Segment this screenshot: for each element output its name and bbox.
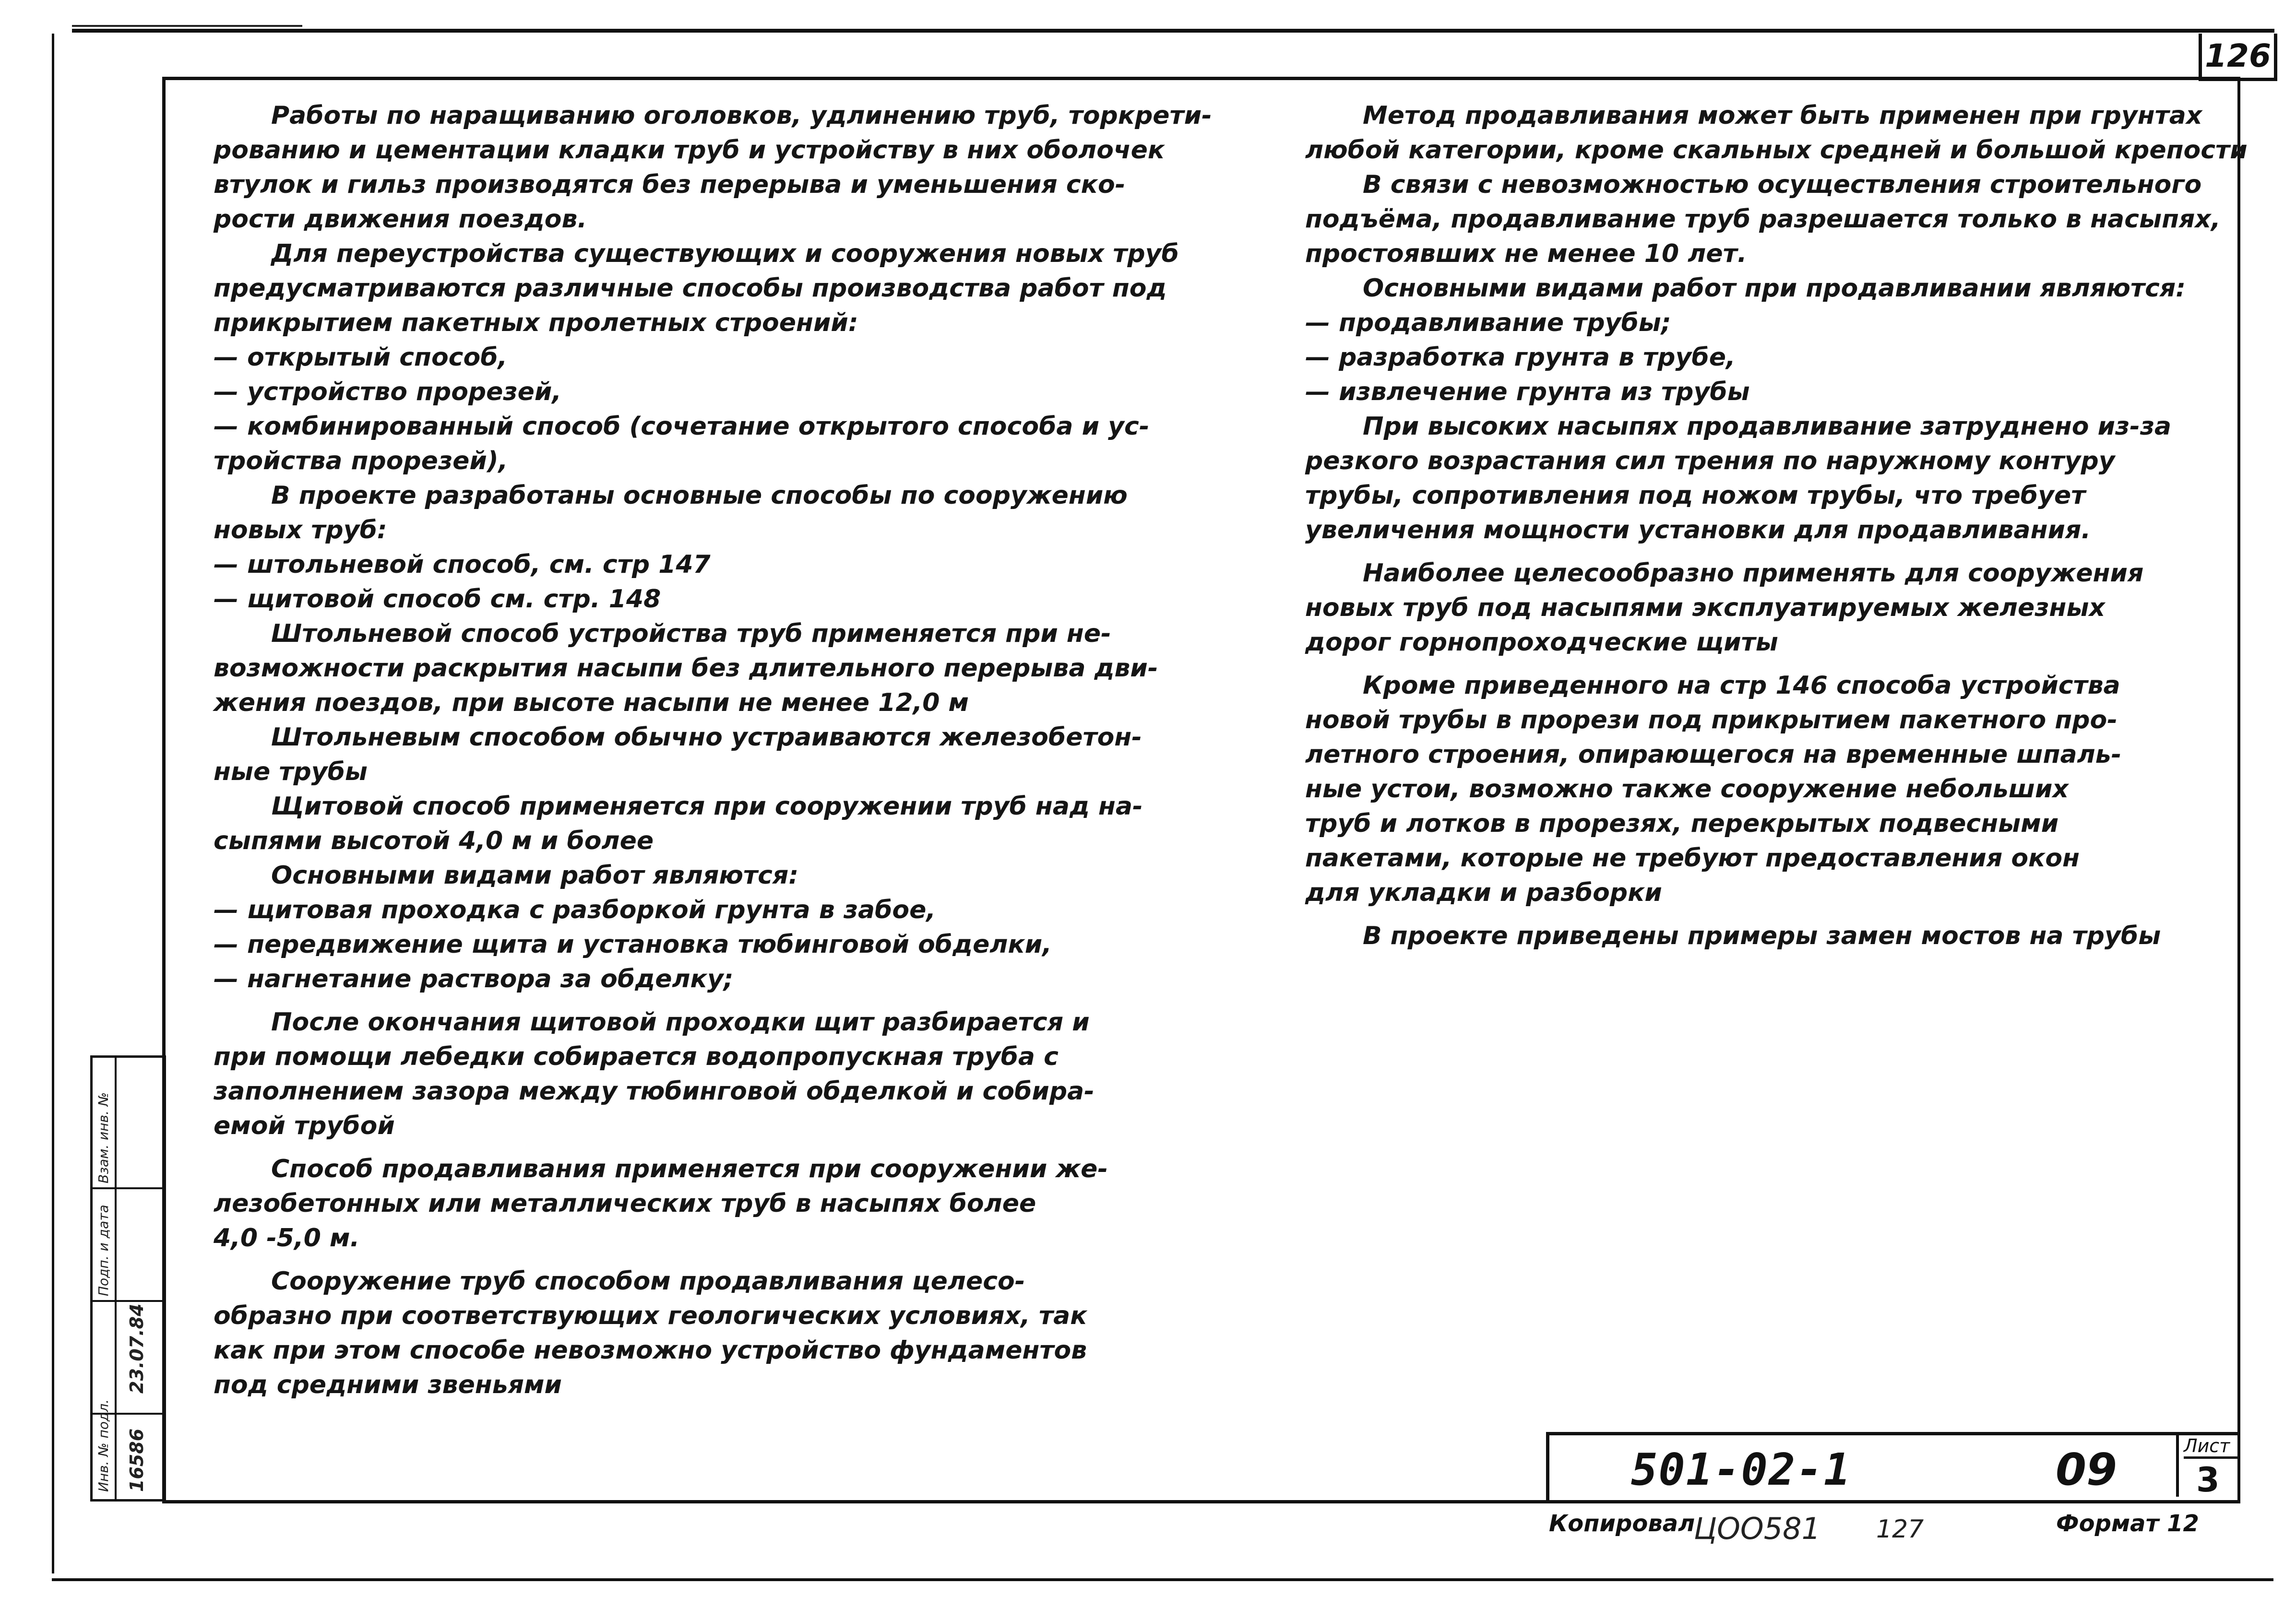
- text-line: Сооружение труб способом продавливания целесо-: [271, 1267, 1025, 1296]
- text-line: Способ продавливания применяется при сооружении же-: [271, 1155, 1108, 1183]
- left-text-column: [214, 98, 1216, 1402]
- text-line: прикрытием пакетных пролетных строений:: [214, 308, 858, 337]
- text-line: — передвижение щита и установка тюбинговой обделки,: [214, 930, 1052, 959]
- text-line: ные устои, возможно также сооружение небольших: [1305, 775, 2069, 804]
- text-line: При высоких насыпях продавливание затруднено из-за: [1363, 412, 2172, 441]
- text-line: трубы, сопротивления под ножом трубы, что требует: [1305, 481, 2086, 510]
- side-stamp: [90, 1055, 166, 1502]
- text-line: Метод продавливания может быть применен при грунтах: [1363, 101, 2202, 130]
- stamp-label-sign-date: Подп. и дата: [95, 1205, 111, 1296]
- left-edge-rule: [52, 34, 54, 1573]
- stamp-inventory-number: 16586: [126, 1428, 147, 1492]
- text-line: образно при соответствующих геологических условиях, так: [214, 1301, 1087, 1330]
- text-line: любой категории, кроме скальных средней и большой крепости: [1305, 136, 2248, 165]
- text-line: Основными видами работ являются:: [271, 861, 799, 890]
- album-number: 09: [2056, 1444, 2118, 1495]
- stamp-divider: [93, 1300, 164, 1302]
- text-line: подъёма, продавливание труб разрешается только в насыпях,: [1305, 205, 2221, 234]
- text-line: — комбинированный способ (сочетание открытого способа и ус-: [214, 412, 1150, 441]
- text-line: втулок и гильз производятся без перерыва и уменьшения ско-: [214, 170, 1126, 199]
- top-rule: [72, 29, 2274, 33]
- format-label: Формат 12: [2056, 1510, 2199, 1537]
- text-line: рости движения поездов.: [214, 205, 587, 234]
- stamp-label-replace-inv: Взам. инв. №: [95, 1092, 111, 1183]
- text-line: пакетами, которые не требуют предоставления окон: [1305, 844, 2080, 873]
- sheet-number: 126: [2199, 34, 2277, 81]
- text-line: лезобетонных или металлических труб в насыпях более: [214, 1189, 1036, 1218]
- sheet-label: Лист: [2184, 1435, 2237, 1459]
- text-line: заполнением зазора между тюбинговой обделкой и собира-: [214, 1077, 1094, 1106]
- top-thin-rule: [72, 25, 302, 27]
- text-line: увеличения мощности установки для продавливания.: [1305, 516, 2091, 544]
- stamp-date: 23.07.84: [126, 1303, 147, 1394]
- text-line: тройства прорезей),: [214, 447, 508, 475]
- text-line: — разработка грунта в трубе,: [1305, 343, 1736, 372]
- text-line: — продавливание трубы;: [1305, 308, 1671, 337]
- text-line: сыпями высотой 4,0 м и более: [214, 827, 654, 855]
- text-line: новых труб под насыпями эксплуатируемых железных: [1305, 593, 2106, 622]
- text-line: — штольневой способ, см. стр 147: [214, 550, 711, 579]
- text-line: — щитовой способ см. стр. 148: [214, 585, 661, 614]
- text-line: После окончания щитовой проходки щит разбирается и: [271, 1008, 1090, 1037]
- text-line: новой трубы в прорези под прикрытием пакетного про-: [1305, 706, 2118, 734]
- copied-number: 127: [1876, 1515, 1924, 1544]
- text-line: — извлечение грунта из трубы: [1305, 378, 1750, 406]
- stamp-label-orig-inv: Инв. № подл.: [95, 1399, 111, 1492]
- text-line: Щитовой способ применяется при сооружении труб над на-: [271, 792, 1143, 821]
- text-line: В проекте разработаны основные способы по сооружению: [271, 481, 1128, 510]
- title-block: [1546, 1432, 2237, 1500]
- text-line: емой трубой: [214, 1112, 395, 1140]
- text-line: труб и лотков в прорезях, перекрытых подвесными: [1305, 809, 2059, 838]
- text-line: Работы по наращиванию оголовков, удлинению труб, торкрети-: [271, 101, 1212, 130]
- text-line: — нагнетание раствора за обделку;: [214, 965, 734, 993]
- text-line: — открытый способ,: [214, 343, 508, 372]
- text-line: под средними звеньями: [214, 1371, 562, 1399]
- copied-label: Копировал: [1549, 1510, 1695, 1537]
- text-line: как при этом способе невозможно устройство фундаментов: [214, 1336, 1087, 1365]
- text-line: В связи с невозможностью осуществления строительного: [1363, 170, 2202, 199]
- document-code: 501-02-1: [1631, 1444, 1852, 1495]
- text-line: простоявших не менее 10 лет.: [1305, 239, 1747, 268]
- copied-code: ЦОО581: [1694, 1511, 1821, 1546]
- stamp-divider: [115, 1058, 117, 1499]
- sheet-box: [2176, 1435, 2237, 1500]
- text-line: дорог горнопроходческие щиты: [1305, 628, 1778, 657]
- stamp-divider: [93, 1187, 164, 1189]
- text-line: для укладки и разборки: [1305, 878, 1662, 907]
- text-line: Основными видами работ при продавливании являются:: [1363, 274, 2186, 303]
- text-line: ные трубы: [214, 757, 368, 786]
- text-line: 4,0 -5,0 м.: [214, 1224, 360, 1253]
- text-line: летного строения, опирающегося на временные шпаль-: [1305, 740, 2122, 769]
- text-line: Штольневой способ устройства труб применяется при не-: [271, 619, 1111, 648]
- right-text-column: [1305, 98, 2248, 953]
- text-line: Наиболее целесообразно применять для сооружения: [1363, 559, 2144, 588]
- text-line: В проекте приведены примеры замен мостов на трубы: [1363, 922, 2161, 950]
- text-line: — устройство прорезей,: [214, 378, 562, 406]
- text-line: Штольневым способом обычно устраиваются железобетон-: [271, 723, 1142, 752]
- sheet-value: 3: [2196, 1460, 2220, 1500]
- text-line: Для переустройства существующих и сооружения новых труб: [271, 239, 1179, 268]
- text-line: — щитовая проходка с разборкой грунта в забое,: [214, 896, 936, 924]
- text-line: новых труб:: [214, 516, 387, 544]
- text-line: рованию и цементации кладки труб и устройству в них оболочек: [214, 136, 1165, 165]
- text-line: резкого возрастания сил трения по наружному контуру: [1305, 447, 2115, 475]
- text-line: Кроме приведенного на стр 146 способа устройства: [1363, 671, 2120, 700]
- bottom-rule: [52, 1578, 2273, 1581]
- text-line: при помощи лебедки собирается водопропускная труба с: [214, 1042, 1059, 1071]
- text-line: возможности раскрытия насыпи без длительного перерыва дви-: [214, 654, 1158, 683]
- text-line: жения поездов, при высоте насыпи не менее 12,0 м: [214, 688, 969, 717]
- text-line: предусматриваются различные способы производства работ под: [214, 274, 1167, 303]
